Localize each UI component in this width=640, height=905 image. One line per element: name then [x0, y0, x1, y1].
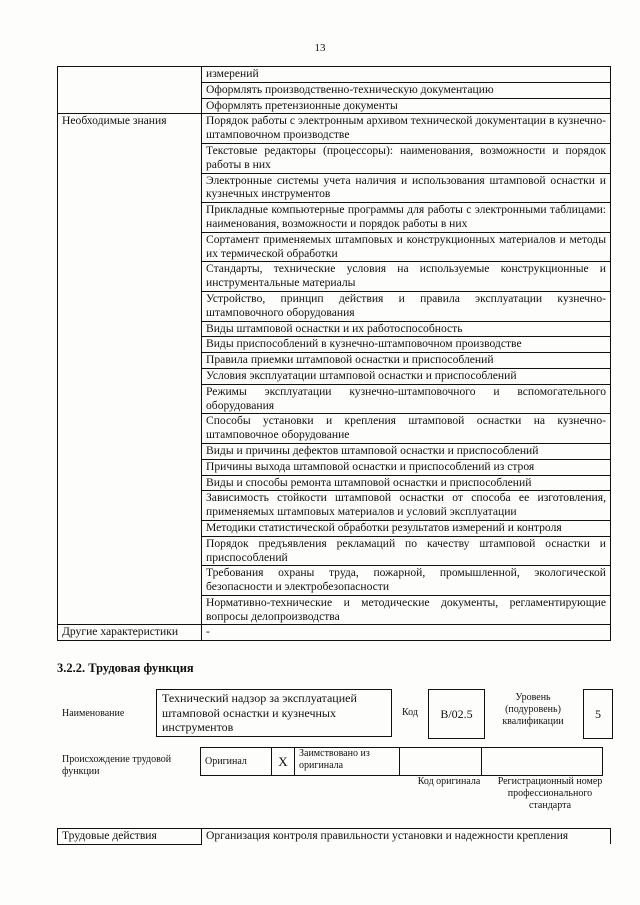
action-item: Организация контроля правильности установки и надежности крепления	[202, 829, 611, 845]
origin-label: Происхождение трудовой функции	[62, 754, 172, 777]
table-row	[58, 114, 611, 144]
knowledge-item: Виды и причины дефектов штамповой оснастки и приспособлений	[202, 443, 611, 459]
knowledge-item: Виды и способы ремонта штамповой оснастки и приспособлений	[202, 475, 611, 491]
section-title: 3.2.2. Трудовая функция	[57, 661, 194, 675]
knowledge-item: Сортамент применяемых штамповых и конструкционных материалов и методы их термической обработки	[202, 232, 611, 262]
reg-number-caption: Регистрационный номер профессионального стандарта	[497, 776, 603, 811]
knowledge-item: Способы установки и крепления штамповой оснастки на кузнечно-штамповочное оборудование	[202, 414, 611, 444]
function-code-box: B/02.5	[428, 689, 485, 739]
actions-label: Трудовые действия	[58, 829, 202, 845]
function-name-box: Технический надзор за эксплуатацией штамповой оснастки и кузнечных инструментов	[156, 689, 392, 737]
other-characteristics-label: Другие характеристики	[58, 625, 202, 641]
page-number: 13	[314, 42, 326, 54]
origin-table	[200, 747, 603, 776]
table-row	[58, 625, 611, 641]
knowledge-item: Прикладные компьютерные программы для работы с электронными таблицами: наименования, возможности и порядок работы в них	[202, 203, 611, 233]
skill-item: измерений	[202, 67, 611, 83]
actions-table	[57, 828, 611, 845]
reg-number-cell	[482, 748, 603, 776]
knowledge-item: Причины выхода штамповой оснастки и приспособлений из строя	[202, 459, 611, 475]
knowledge-item: Режимы эксплуатации кузнечно-штамповочного и вспомогательного оборудования	[202, 384, 611, 414]
table-row	[58, 67, 611, 83]
original-code-cell	[400, 748, 482, 776]
code-label: Код	[402, 707, 418, 718]
knowledge-label: Необходимые знания	[58, 114, 202, 625]
original-code-caption: Код оригинала	[417, 776, 481, 787]
knowledge-item: Виды приспособлений в кузнечно-штамповочном производстве	[202, 337, 611, 353]
knowledge-item: Зависимость стойкости штамповой оснастки от способа ее изготовления, применяемых штамповых материалов и условий эксплуатации	[202, 491, 611, 521]
table-row	[58, 98, 611, 114]
borrowed-label: Заимствовано из оригинала	[295, 748, 400, 776]
knowledge-item: Правила приемки штамповой оснастки и приспособлений	[202, 353, 611, 369]
knowledge-item: Нормативно-технические и методические документы, регламентирующие вопросы делопроизводства	[202, 595, 611, 625]
name-label: Наименование	[62, 708, 125, 719]
other-characteristics-value: -	[202, 625, 611, 641]
skill-item: Оформлять претензионные документы	[202, 98, 611, 114]
skills-knowledge-table	[57, 66, 611, 641]
knowledge-item: Электронные системы учета наличия и использования штамповой оснастки и кузнечных инструментов	[202, 173, 611, 203]
table-row	[58, 829, 611, 845]
knowledge-item: Стандарты, технические условия на используемые конструкционные и инструментальные материалы	[202, 262, 611, 292]
knowledge-item: Методики статистической обработки результатов измерений и контроля	[202, 520, 611, 536]
knowledge-item: Условия эксплуатации штамповой оснастки и приспособлений	[202, 368, 611, 384]
level-value-box: 5	[583, 689, 613, 739]
knowledge-item: Виды штамповой оснастки и их работоспособность	[202, 321, 611, 337]
level-label: Уровень (подуровень) квалификации	[502, 692, 564, 727]
knowledge-item: Текстовые редакторы (процессоры): наименования, возможности и порядок работы в них	[202, 143, 611, 173]
original-mark: X	[272, 748, 295, 776]
knowledge-item: Устройство, принцип действия и правила эксплуатации кузнечно-штамповочного оборудования	[202, 291, 611, 321]
original-label: Оригинал	[201, 748, 272, 776]
knowledge-item: Порядок предъявления рекламаций по качеству штамповой оснастки и приспособлений	[202, 536, 611, 566]
knowledge-item: Требования охраны труда, пожарной, промышленной, экологической безопасности и электробезопасности	[202, 566, 611, 596]
table-row	[58, 82, 611, 98]
skill-item: Оформлять производственно-техническую документацию	[202, 82, 611, 98]
knowledge-item: Порядок работы с электронным архивом технической документации в кузнечно-штамповочном производстве	[202, 114, 611, 144]
